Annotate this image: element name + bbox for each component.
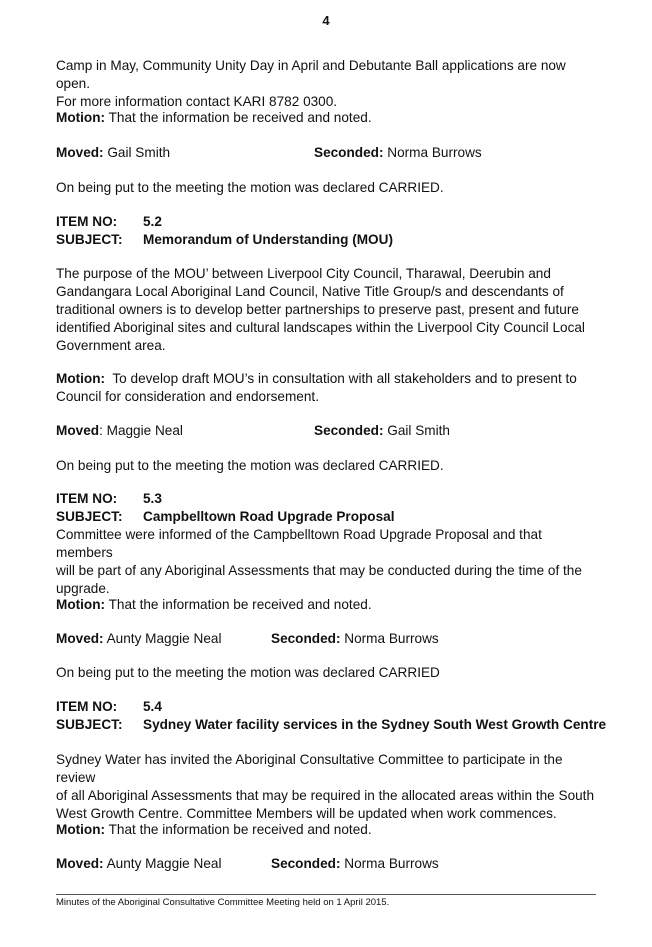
intro-line-2: For more information contact KARI 8782 0300. [56, 94, 338, 109]
item-no-label: ITEM NO: [56, 491, 118, 506]
item-5-4-motion [56, 821, 596, 839]
body-line: The purpose of the MOU’ between Liverpool City Council, Tharawal, Deerubin and [56, 266, 551, 281]
item-5-4-header [56, 698, 607, 734]
carried-statement-5-3: On being put to the meeting the motion was declared CARRIED [56, 665, 440, 680]
footer-text: Minutes of the Aboriginal Consultative Committee Meeting held on 1 April 2015. [56, 897, 390, 908]
moved-name: : Maggie Neal [99, 423, 183, 438]
seconded-name: Gail Smith [383, 423, 450, 438]
subject-value: Memorandum of Understanding (MOU) [143, 232, 393, 247]
carried-statement-5-2: On being put to the meeting the motion was declared CARRIED. [56, 458, 444, 473]
intro-paragraph [56, 57, 596, 111]
body-line: traditional owners is to develop better partnerships to preserve past, present and future [56, 302, 579, 317]
subject-label: SUBJECT: [56, 717, 123, 732]
motion-label: Motion: [56, 371, 106, 386]
moved-label: Moved: [56, 856, 104, 871]
item-5-3-moved-row [56, 630, 439, 648]
seconded-name: Norma Burrows [340, 631, 439, 646]
moved-row-1 [56, 144, 482, 162]
footer-divider [56, 894, 596, 895]
moved-label: Moved [56, 423, 100, 438]
item-5-2-header [56, 213, 596, 249]
motion-1 [56, 109, 596, 127]
motion-text: That the information be received and noted. [105, 822, 372, 837]
subject-label: SUBJECT: [56, 232, 123, 247]
body-line: upgrade. [56, 581, 110, 596]
motion-text: To develop draft MOU’s in consultation with all stakeholders and to present to [105, 371, 577, 386]
item-5-2-motion [56, 370, 596, 406]
item-no-label: ITEM NO: [56, 699, 118, 714]
item-no-value: 5.4 [143, 699, 162, 714]
moved-name: Aunty Maggie Neal [103, 856, 222, 871]
subject-label: SUBJECT: [56, 509, 123, 524]
item-no-label: ITEM NO: [56, 214, 118, 229]
seconded-group [271, 630, 439, 648]
moved-name: Gail Smith [103, 145, 171, 160]
body-line: Government area. [56, 338, 166, 353]
seconded-group [314, 144, 482, 162]
body-line: Gandangara Local Aboriginal Land Council, Native Title Group/s and descendants of [56, 284, 564, 299]
item-no-value: 5.2 [143, 214, 162, 229]
body-line: will be part of any Aboriginal Assessments that may be conducted during the time of the [56, 563, 582, 578]
body-line: West Growth Centre. Committee Members will be updated when work commences. [56, 806, 557, 821]
seconded-group [314, 422, 450, 440]
item-5-4-moved-row [56, 855, 439, 873]
moved-label: Moved: [56, 631, 104, 646]
body-line: Committee were informed of the Campbelltown Road Upgrade Proposal and that members [56, 527, 542, 560]
item-5-3-motion [56, 596, 596, 614]
item-5-2-body [56, 265, 596, 355]
item-5-4-body [56, 751, 596, 823]
seconded-label: Seconded: [314, 423, 384, 438]
motion-label: Motion: [56, 110, 106, 125]
item-5-2-moved-row [56, 422, 450, 440]
body-line: identified Aboriginal sites and cultural landscapes within the Liverpool City Council Local [56, 320, 585, 335]
motion-text: That the information be received and noted. [105, 110, 372, 125]
body-line: Sydney Water has invited the Aboriginal Consultative Committee to participate in the review [56, 752, 563, 785]
seconded-label: Seconded: [271, 856, 341, 871]
seconded-name: Norma Burrows [340, 856, 439, 871]
seconded-group [271, 855, 439, 873]
seconded-label: Seconded: [314, 145, 384, 160]
intro-line-1: Camp in May, Community Unity Day in April and Debutante Ball applications are now open. [56, 58, 566, 91]
subject-value: Sydney Water facility services in the Sydney South West Growth Centre [143, 717, 607, 732]
page-number: 4 [322, 13, 330, 28]
subject-value: Campbelltown Road Upgrade Proposal [143, 509, 395, 524]
moved-name: Aunty Maggie Neal [103, 631, 222, 646]
item-no-value: 5.3 [143, 491, 162, 506]
motion-text: Council for consideration and endorsement. [56, 389, 319, 404]
seconded-label: Seconded: [271, 631, 341, 646]
item-5-3-body [56, 526, 596, 598]
body-line: of all Aboriginal Assessments that may be required in the allocated areas within the South [56, 788, 595, 803]
seconded-name: Norma Burrows [383, 145, 482, 160]
motion-text: That the information be received and noted. [105, 597, 372, 612]
motion-label: Motion: [56, 822, 106, 837]
carried-statement-1: On being put to the meeting the motion was declared CARRIED. [56, 180, 444, 195]
item-5-3-header [56, 490, 596, 526]
moved-label: Moved: [56, 145, 104, 160]
motion-label: Motion: [56, 597, 106, 612]
